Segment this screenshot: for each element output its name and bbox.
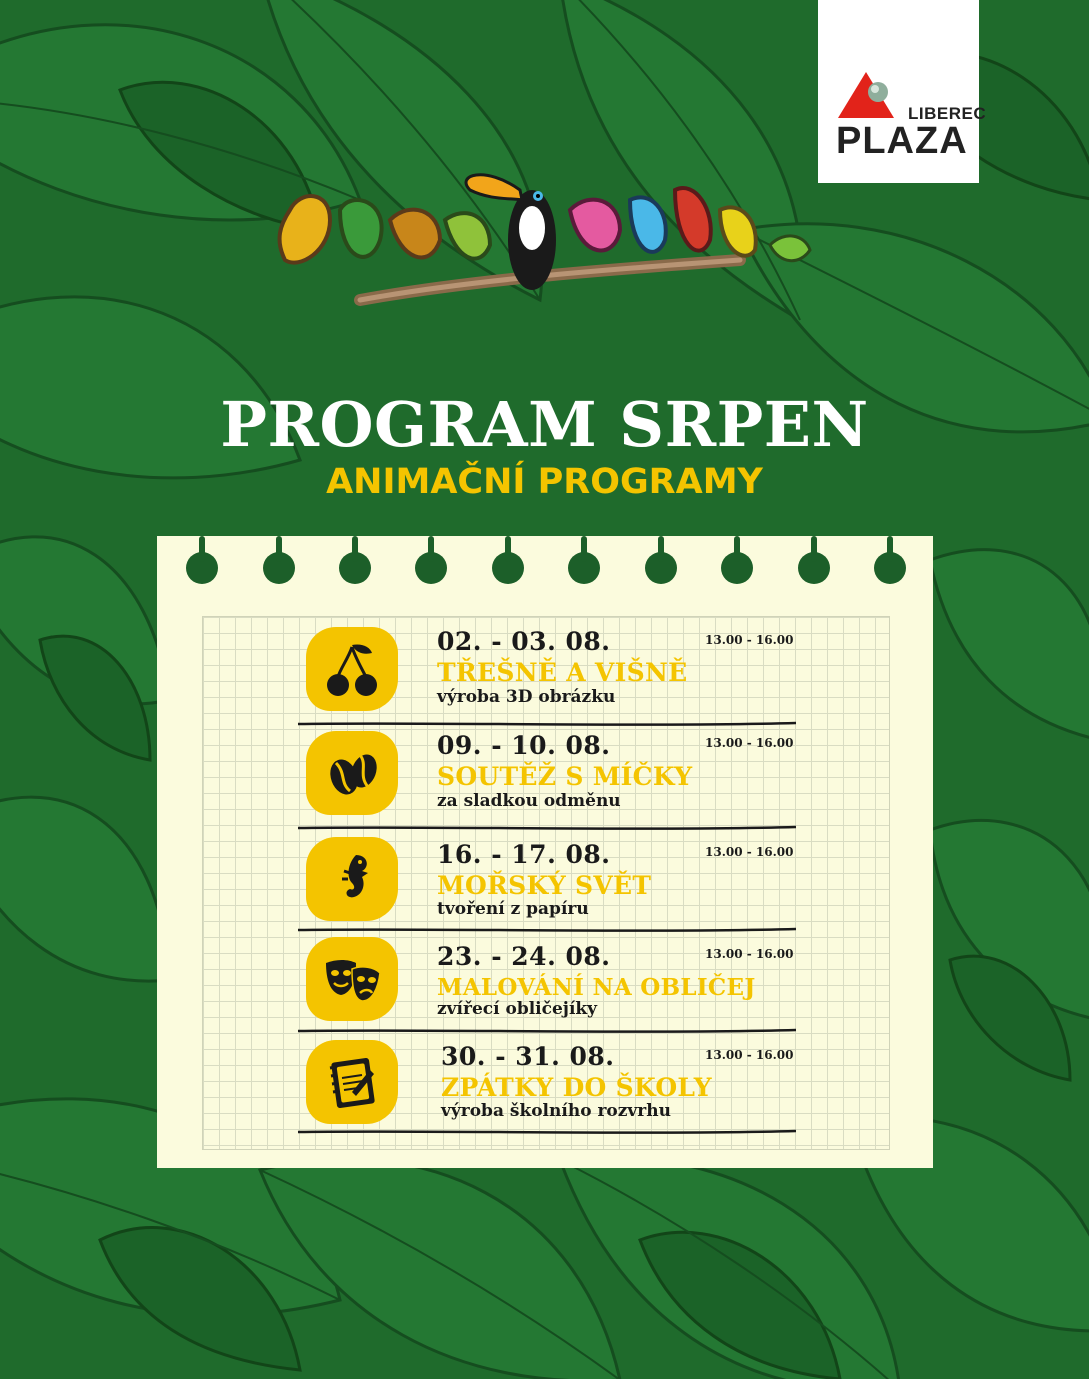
paper-hole — [798, 552, 830, 584]
event-icon-badge — [306, 627, 398, 711]
paper-hole — [263, 552, 295, 584]
paper-hole — [645, 552, 677, 584]
page-subtitle: ANIMAČNÍ PROGRAMY — [326, 462, 763, 502]
event-icon-badge — [306, 731, 398, 815]
paper-hole — [721, 552, 753, 584]
event-description: tvoření z papíru — [437, 899, 589, 919]
event-name: SOUTĚŽ S MÍČKY — [437, 762, 693, 791]
row-divider — [296, 1027, 798, 1035]
paper-hole — [492, 552, 524, 584]
event-icon-badge — [306, 1040, 398, 1124]
event-name: MALOVÁNÍ NA OBLIČEJ — [437, 974, 756, 1001]
event-description: výroba 3D obrázku — [437, 687, 616, 707]
paper-hole — [339, 552, 371, 584]
logo-plaza-text: PLAZA — [836, 120, 968, 162]
event-name: TŘEŠNĚ A VIŠNĚ — [437, 658, 688, 687]
event-icon-badge — [306, 837, 398, 921]
paper-hole — [186, 552, 218, 584]
event-icon-badge — [306, 937, 398, 1021]
event-time: 13.00 - 16.00 — [705, 947, 794, 961]
event-description: za sladkou odměnu — [437, 791, 621, 811]
row-divider — [296, 1128, 798, 1136]
event-time: 13.00 - 16.00 — [705, 736, 794, 750]
paper-hole — [415, 552, 447, 584]
masks-icon — [322, 949, 384, 1009]
event-date: 09. - 10. 08. — [437, 731, 611, 760]
event-name: MOŘSKÝ SVĚT — [437, 871, 652, 900]
row-divider — [296, 824, 798, 832]
event-date: 16. - 17. 08. — [437, 840, 611, 869]
amazonie-brand-artwork — [270, 150, 820, 330]
seahorse-icon — [322, 849, 382, 909]
event-time: 13.00 - 16.00 — [705, 1048, 794, 1062]
paper-hole — [568, 552, 600, 584]
row-divider — [296, 926, 798, 934]
row-divider — [296, 720, 798, 728]
plaza-triangle-icon — [836, 70, 896, 120]
page-title: PROGRAM SRPEN — [220, 388, 869, 461]
coffee-bean-icon — [322, 743, 382, 803]
event-date: 02. - 03. 08. — [437, 627, 611, 656]
notebook-icon — [322, 1052, 382, 1112]
cherry-icon — [322, 639, 382, 699]
liberec-plaza-logo[interactable] — [818, 0, 987, 183]
event-name: ZPÁTKY DO ŠKOLY — [441, 1073, 712, 1102]
event-description: výroba školního rozvrhu — [441, 1101, 671, 1121]
event-date: 23. - 24. 08. — [437, 942, 611, 971]
event-time: 13.00 - 16.00 — [705, 633, 794, 647]
paper-hole — [874, 552, 906, 584]
logo-liberec-text: LIBEREC — [908, 104, 987, 123]
event-date: 30. - 31. 08. — [441, 1042, 615, 1071]
event-description: zvířecí obličejíky — [437, 999, 598, 1019]
event-time: 13.00 - 16.00 — [705, 845, 794, 859]
